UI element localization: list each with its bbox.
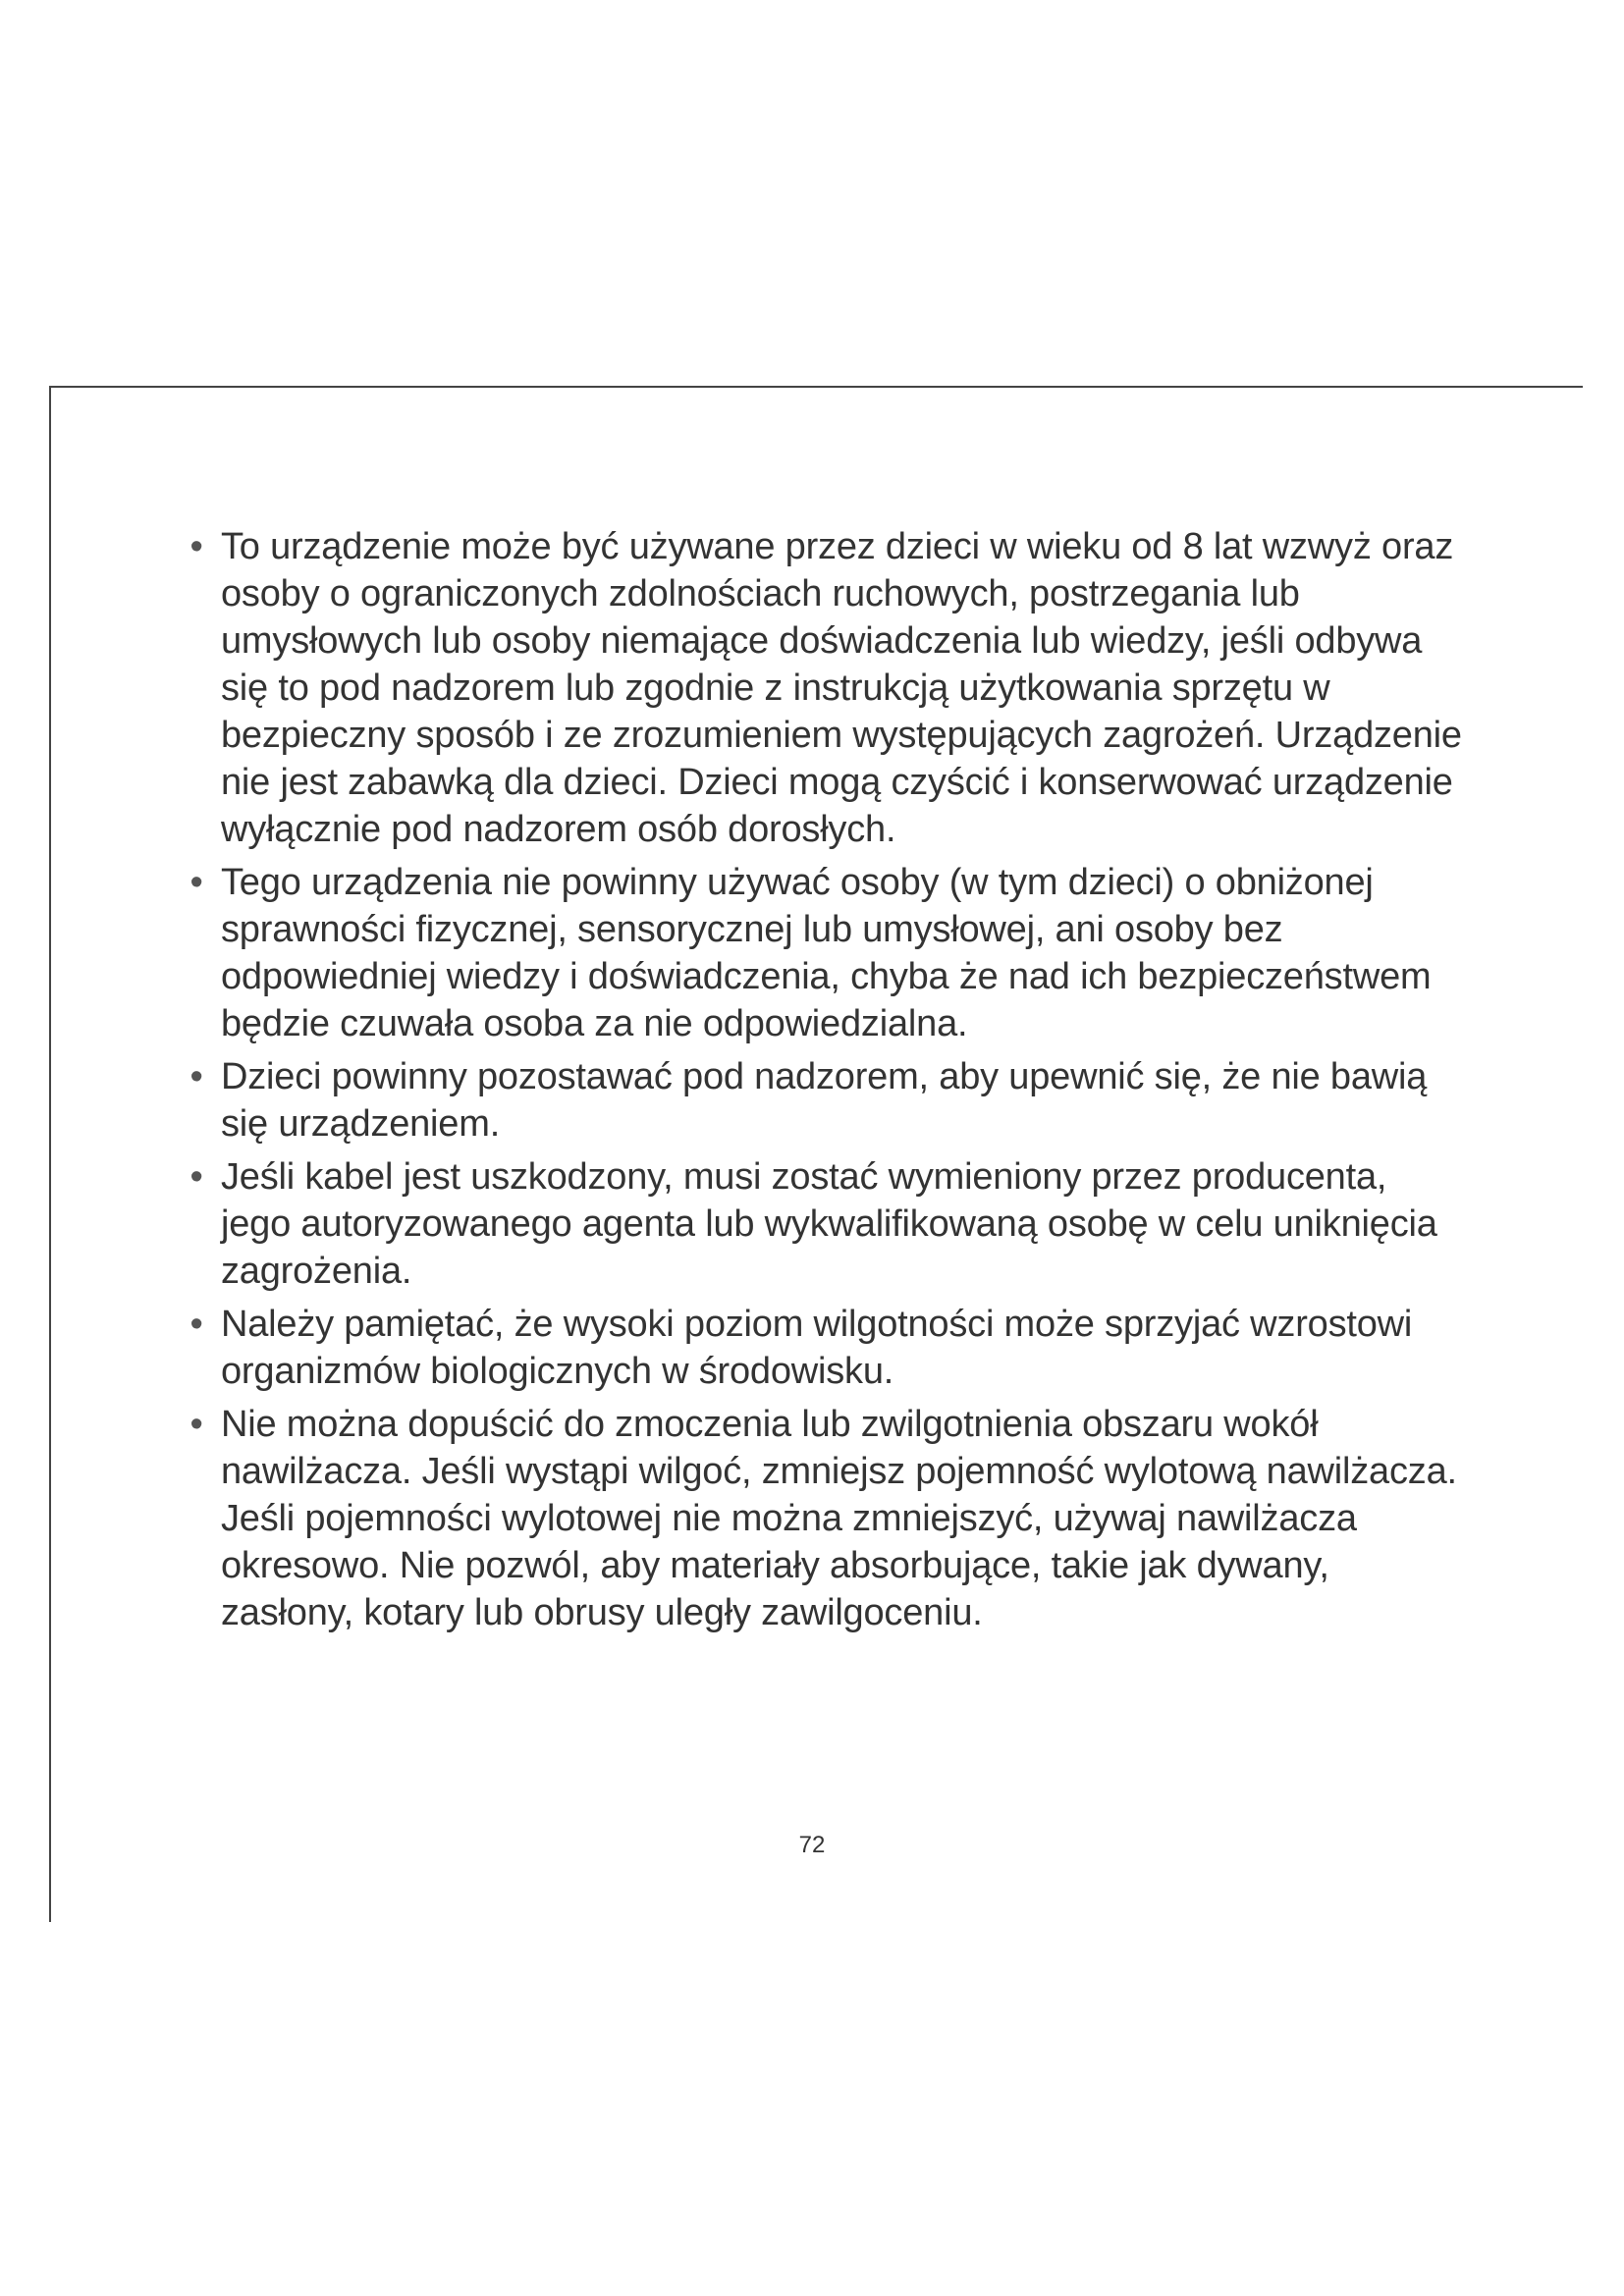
- bullet-icon: •: [189, 1156, 203, 1198]
- document-body: [187, 523, 1463, 1642]
- bullet-text: To urządzenie może być używane przez dzieci w wieku od 8 lat wzwyż oraz osoby o ograniczonych zdolnościach ruchowych, postrzegania lub umysłowych lub osoby niemające doświadczenia lub wiedzy, jeśli odbywa się to pod nadzorem lub zgodnie z instrukcją użytkowania sprzętu w bezpieczny sposób i ze zrozumieniem występujących zagrożeń. Urządzenie nie jest zabawką dla dzieci. Dzieci mogą czyścić i konserwować urządzenie wyłącznie pod nadzorem osób dorosłych.: [221, 526, 1462, 850]
- bullet-text: Dzieci powinny pozostawać pod nadzorem, aby upewnić się, że nie bawią się urządzeniem.: [221, 1056, 1428, 1145]
- bullet-text: Jeśli kabel jest uszkodzony, musi zostać wymieniony przez producenta, jego autoryzowanego agenta lub wykwalifikowaną osobę w celu uniknięcia zagrożenia.: [221, 1156, 1437, 1292]
- list-item: [187, 859, 1463, 1047]
- bullet-text: Należy pamiętać, że wysoki poziom wilgotności może sprzyjać wzrostowi organizmów biologicznych w środowisku.: [221, 1304, 1413, 1392]
- list-item: [187, 1153, 1463, 1295]
- bullet-text: Nie można dopuścić do zmoczenia lub zwilgotnienia obszaru wokół nawilżacza. Jeśli wystąpi wilgoć, zmniejsz pojemność wylotową nawilżacza. Jeśli pojemności wylotowej nie można zmniejszyć, używaj nawilżacza okresowo. Nie pozwól, aby materiały absorbujące, takie jak dywany, zasłony, kotary lub obrusy uległy zawilgoceniu.: [221, 1404, 1457, 1633]
- bullet-icon: •: [189, 1404, 203, 1445]
- bullet-icon: •: [189, 526, 203, 567]
- bullet-icon: •: [189, 862, 203, 903]
- bullet-text: Tego urządzenia nie powinny używać osoby (w tym dzieci) o obniżonej sprawności fizycznej, sensorycznej lub umysłowej, ani osoby bez odpowiedniej wiedzy i doświadczenia, chyba że nad ich bezpieczeństwem będzie czuwała osoba za nie odpowiedzialna.: [221, 862, 1432, 1044]
- list-item: [187, 523, 1463, 853]
- safety-bullet-list: [187, 523, 1463, 1636]
- bullet-icon: •: [189, 1056, 203, 1097]
- list-item: [187, 1301, 1463, 1395]
- list-item: [187, 1401, 1463, 1636]
- list-item: [187, 1053, 1463, 1148]
- page-number: 72: [798, 1832, 826, 1858]
- bullet-icon: •: [189, 1304, 203, 1345]
